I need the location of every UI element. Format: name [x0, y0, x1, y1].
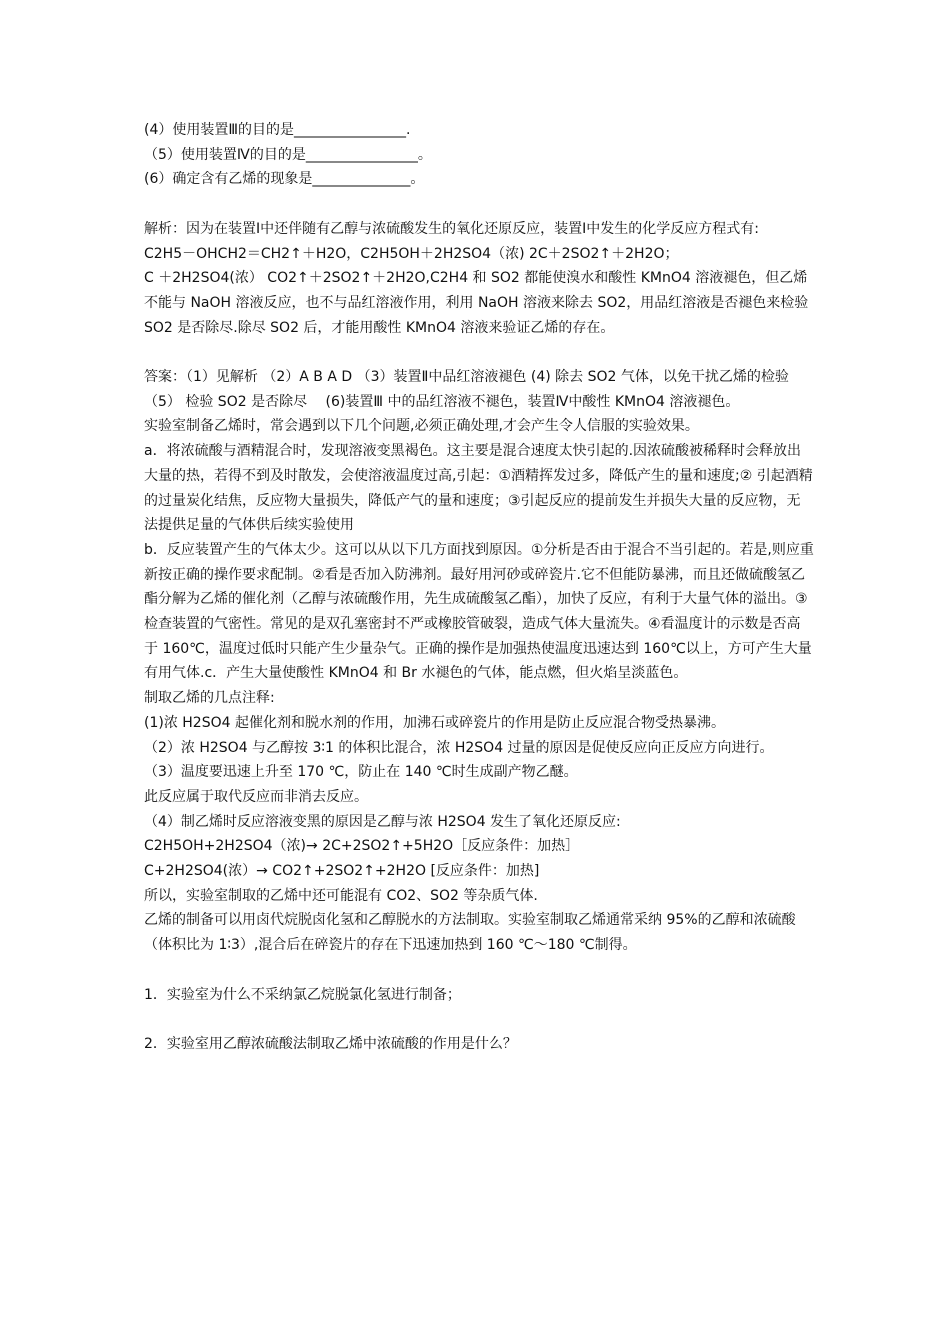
answer-paragraph: 答案：（1）见解析 （2）A B A D （3）装置Ⅱ中品红溶液褪色 (4) 除去 SO2 气体，以免干扰乙烯的检验 （5） 检验 SO2 是否除尽 (6)装置Ⅲ 中的品红溶液不褪色，装置Ⅳ中酸性 KMnO4 溶液褪色。 [144, 369, 808, 410]
paragraph-gap [144, 1007, 814, 1032]
analysis-equation-1: C2H5－OHCH2＝CH2↑＋H2O，C2H5OH＋2H2SO4（浓) 2C＋2SO2↑＋2H2O； [144, 245, 679, 262]
preparation-summary: 乙烯的制备可以用卤代烷脱卤化氢和乙醇脱水的方法制取。实验室制取乙烯通常采纳 95%的乙醇和浓硫酸（体积比为 1∶3）,混合后在碎瓷片的存在下迅速加热到 160 ℃～180 ℃制得。 [144, 912, 796, 954]
annotations-heading: 制取乙烯的几点注释: [144, 690, 275, 707]
analysis-equation-2: C ＋2H2SO4(浓） CO2↑＋2SO2↑＋2H2O,C2H4 和 SO2 都能使溴水和酸性 KMnO4 溶液褪色，但乙烯不能与 NaOH 溶液反应，也不与品红溶液作用，利用 NaOH 溶液来除去 SO2，用品红溶液是否褪色来检验 SO2 是否除尽.除尽 SO2 后，才能用酸性 KMnO4 溶液来验证乙烯的存在。 [144, 270, 809, 336]
annotation-3: （3）温度要迅速上升至 170 ℃，防止在 140 ℃时生成副产物乙醚。 [144, 764, 578, 781]
annotation-3-note: 此反应属于取代反应而非消去反应。 [144, 788, 368, 805]
paragraph-gap [144, 958, 814, 983]
document-body [144, 118, 814, 1057]
paragraph-gap [144, 192, 814, 217]
analysis-intro: 解析：因为在装置Ⅰ中还伴随有乙醇与浓硫酸发生的氧化还原反应，装置Ⅰ中发生的化学反应方程式有: [144, 220, 759, 237]
annotation-2: （2）浓 H2SO4 与乙醇按 3∶1 的体积比混合，浓 H2SO4 过量的原因是促使反应向正反应方向进行。 [144, 739, 774, 756]
question-6: (6）确定含有乙烯的现象是______________。 [144, 171, 425, 188]
annotation-4-equation-2: C+2H2SO4(浓）→ CO2↑+2SO2↑+2H2O [反应条件：加热] [144, 863, 540, 880]
question-4: (4）使用装置Ⅲ的目的是________________. [144, 122, 411, 138]
notes-intro: 实验室制备乙烯时，常会遇到以下几个问题,必须正确处理,才会产生令人信服的实验效果。 [144, 418, 699, 435]
end-question-2: 2．实验室用乙醇浓硫酸法制取乙烯中浓硫酸的作用是什么？ [144, 1035, 517, 1052]
paragraph-gap [144, 340, 814, 365]
annotation-4-equation-1: C2H5OH+2H2SO4（浓)→ 2C+2SO2↑+5H2O［反应条件：加热］ [144, 838, 580, 855]
question-5: （5）使用装置Ⅳ的目的是________________。 [144, 146, 432, 163]
note-a: a．将浓硫酸与酒精混合时，发现溶液变黑褐色。这主要是混合速度太快引起的.因浓硫酸被稀释时会释放出大量的热，若得不到及时散发，会使溶液温度过高,引起：①酒精挥发过多，降低产生的量和速度;② 引起酒精的过量炭化结焦，反应物大量损失，降低产气的量和速度；③引起反应的提前发生并损失大量的反应物，无法提供足量的气体供后续实验使用 [144, 443, 813, 534]
end-question-1: 1．实验室为什么不采纳氯乙烷脱氯化氢进行制备； [144, 986, 461, 1003]
annotation-4: （4）制乙烯时反应溶液变黑的原因是乙醇与浓 H2SO4 发生了氧化还原反应: [144, 813, 621, 830]
annotation-1: (1)浓 H2SO4 起催化剂和脱水剂的作用，加沸石或碎瓷片的作用是防止反应混合物受热暴沸。 [144, 714, 725, 731]
note-b: b．反应装置产生的气体太少。这可以从以下几方面找到原因。①分析是否由于混合不当引起的。若是,则应重新按正确的操作要求配制。②看是否加入防沸剂。最好用河砂或碎瓷片.它不但能防暴沸，而且还做硫酸氢乙酯分解为乙烯的催化剂（乙醇与浓硫酸作用，先生成硫酸氢乙酯），加快了反应，有利于大量气体的溢出。③检查装置的气密性。常见的是双孔塞密封不严或橡胶管破裂，造成气体大量流失。④看温度计的示数是否高于 160℃，温度过低时只能产生少量杂气。正确的操作是加强热使温度迅速达到 160℃以上，方可产生大量有用气体.c．产生大量使酸性 KMnO4 和 Br 水褪色的气体，能点燃，但火焰呈淡蓝色。 [144, 541, 814, 682]
annotation-4-conclusion: 所以，实验室制取的乙烯中还可能混有 CO2、SO2 等杂质气体. [144, 887, 538, 904]
